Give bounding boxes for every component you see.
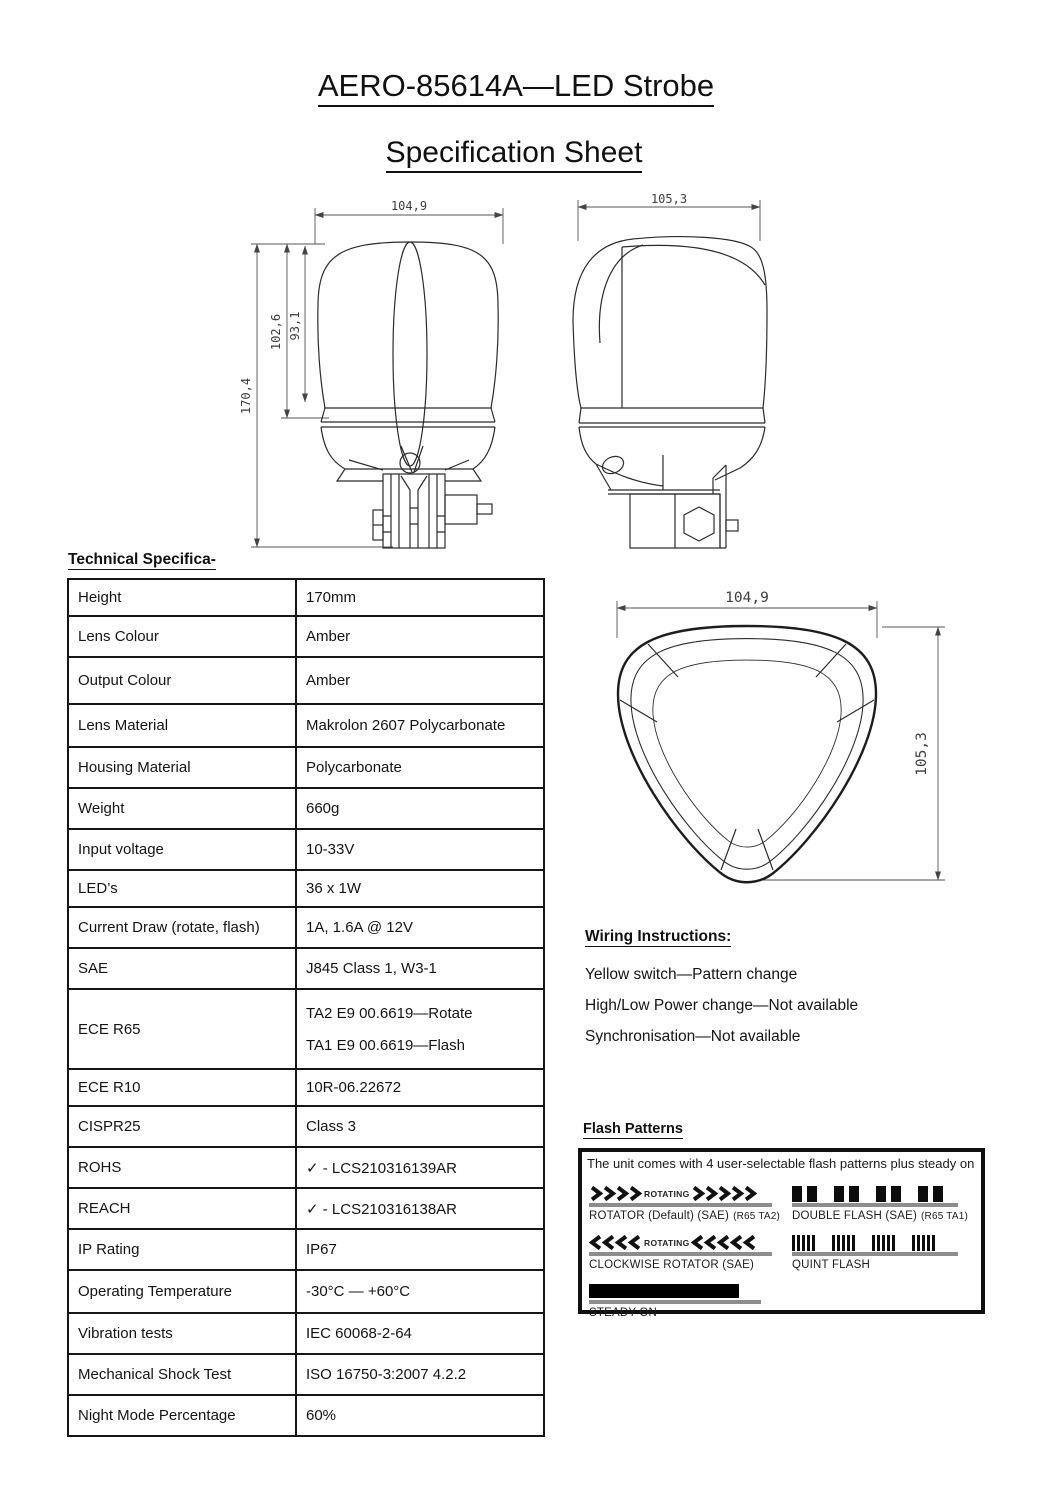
flash-pattern-steady-on xyxy=(589,1282,761,1319)
spec-row xyxy=(68,1147,544,1188)
steady-on-bar-icon xyxy=(589,1284,739,1298)
spec-row xyxy=(68,616,544,657)
spec-value: IEC 60068-2-64 xyxy=(296,1313,544,1354)
spec-label: ROHS xyxy=(68,1147,296,1188)
spec-value: Amber xyxy=(296,657,544,704)
front-width-dimension xyxy=(315,208,503,244)
flash-patterns-intro: The unit comes with 4 user-selectable flash patterns plus steady on xyxy=(587,1156,975,1171)
spec-row xyxy=(68,579,544,616)
spec-row xyxy=(68,657,544,704)
pattern-baseline xyxy=(792,1252,958,1256)
pattern-label: STEADY ON xyxy=(589,1307,658,1319)
flash-pattern-double-flash xyxy=(792,1185,968,1222)
spec-row xyxy=(68,907,544,948)
side-width-dim-label: 105,3 xyxy=(650,193,688,206)
spec-value: 170mm xyxy=(296,579,544,616)
spec-value: Polycarbonate xyxy=(296,747,544,788)
spec-label: CISPR25 xyxy=(68,1106,296,1147)
spec-row xyxy=(68,870,544,907)
spec-label: Night Mode Percentage xyxy=(68,1395,296,1436)
spec-label: Housing Material xyxy=(68,747,296,788)
spec-row xyxy=(68,747,544,788)
spec-value: 10R-06.22672 xyxy=(296,1069,544,1106)
spec-row xyxy=(68,1313,544,1354)
pattern-label: CLOCKWISE ROTATOR (SAE) xyxy=(589,1259,754,1271)
flash-pattern-rotator xyxy=(589,1185,780,1222)
front-height-total-label: 170,4 xyxy=(239,377,253,415)
spec-value xyxy=(296,989,544,1069)
wiring-line: High/Low Power change—Not available xyxy=(585,997,859,1014)
spec-label: Current Draw (rotate, flash) xyxy=(68,907,296,948)
spec-label: Height xyxy=(68,579,296,616)
spec-row xyxy=(68,1354,544,1395)
wiring-heading xyxy=(585,928,731,946)
pattern-label: ROTATOR (Default) (SAE) xyxy=(589,1210,730,1222)
front-height-outer-label: 102,6 xyxy=(269,313,283,351)
spec-value: J845 Class 1, W3-1 xyxy=(296,948,544,989)
pattern-label: QUINT FLASH xyxy=(792,1259,871,1271)
spec-value: 1A, 1.6A @ 12V xyxy=(296,907,544,948)
clockwise-chevrons-icon xyxy=(691,1234,758,1251)
flash-patterns-heading-text: Flash Patterns xyxy=(583,1121,683,1137)
spec-label: Operating Temperature xyxy=(68,1270,296,1313)
rotating-label: ROTATING xyxy=(644,1188,690,1199)
spec-row xyxy=(68,1106,544,1147)
spec-value: Class 3 xyxy=(296,1106,544,1147)
spec-label: SAE xyxy=(68,948,296,989)
flash-pattern-clockwise-rotator xyxy=(589,1234,772,1271)
top-view-outline xyxy=(618,626,876,882)
page-subtitle xyxy=(0,136,1028,170)
top-view-drawing xyxy=(600,582,960,912)
pattern-baseline xyxy=(589,1252,772,1256)
wiring-line: Yellow switch—Pattern change xyxy=(585,966,798,983)
top-width-dim-label: 104,9 xyxy=(725,590,769,606)
flash-pattern-quint-flash xyxy=(792,1234,958,1271)
spec-label: Lens Colour xyxy=(68,616,296,657)
specs-table xyxy=(67,578,545,1437)
spec-row xyxy=(68,1229,544,1270)
spec-label: Vibration tests xyxy=(68,1313,296,1354)
spec-value: ✓ - LCS210316138AR xyxy=(296,1188,544,1229)
spec-value-line: TA1 E9 00.6619—Flash xyxy=(306,1036,465,1054)
spec-label: Lens Material xyxy=(68,704,296,747)
spec-row xyxy=(68,1395,544,1436)
page-title xyxy=(0,68,1032,104)
spec-value: 10-33V xyxy=(296,829,544,870)
spec-label: Input voltage xyxy=(68,829,296,870)
pattern-baseline xyxy=(792,1203,958,1207)
spec-row xyxy=(68,1270,544,1313)
front-view-drawing xyxy=(233,198,523,560)
front-height-lens-label: 93,1 xyxy=(288,311,302,341)
double-flash-bars-icon xyxy=(792,1185,968,1202)
clockwise-chevrons-icon xyxy=(589,1234,643,1251)
pattern-note: (R65 TA2) xyxy=(733,1211,781,1222)
pattern-label: DOUBLE FLASH (SAE) xyxy=(792,1210,918,1222)
spec-label: ECE R10 xyxy=(68,1069,296,1106)
rotator-chevrons-icon xyxy=(589,1185,643,1202)
spec-value: 36 x 1W xyxy=(296,870,544,907)
top-width-dimension xyxy=(617,601,877,638)
spec-row xyxy=(68,1069,544,1106)
spec-row xyxy=(68,829,544,870)
side-view-drawing xyxy=(563,193,773,560)
spec-row xyxy=(68,1188,544,1229)
spec-value: Makrolon 2607 Polycarbonate xyxy=(296,704,544,747)
spec-row xyxy=(68,704,544,747)
spec-label: REACH xyxy=(68,1188,296,1229)
spec-value-line: TA2 E9 00.6619—Rotate xyxy=(306,1004,473,1022)
top-height-dim-label: 105,3 xyxy=(914,732,930,776)
pattern-note: (R65 TA1) xyxy=(921,1211,969,1222)
spec-value: Amber xyxy=(296,616,544,657)
side-width-dimension xyxy=(578,200,760,241)
spec-value: ✓ - LCS210316139AR xyxy=(296,1147,544,1188)
front-width-dim-label: 104,9 xyxy=(390,199,428,213)
spec-label: Output Colour xyxy=(68,657,296,704)
pattern-baseline xyxy=(589,1203,772,1207)
spec-value: 60% xyxy=(296,1395,544,1436)
page-title-text: AERO-85614A—LED Strobe xyxy=(318,68,714,107)
rotator-chevrons-icon xyxy=(691,1185,758,1202)
spec-label: IP Rating xyxy=(68,1229,296,1270)
spec-value: ISO 16750-3:2007 4.2.2 xyxy=(296,1354,544,1395)
spec-value: IP67 xyxy=(296,1229,544,1270)
wiring-line: Synchronisation—Not available xyxy=(585,1028,801,1045)
spec-row xyxy=(68,788,544,829)
spec-value: -30°C — +60°C xyxy=(296,1270,544,1313)
spec-value: 660g xyxy=(296,788,544,829)
front-view-outline xyxy=(318,242,498,548)
pattern-baseline xyxy=(589,1300,761,1304)
flash-patterns-heading xyxy=(583,1121,683,1137)
spec-row xyxy=(68,989,544,1069)
wiring-heading-text: Wiring Instructions: xyxy=(585,928,732,945)
spec-label: Weight xyxy=(68,788,296,829)
spec-label: LED’s xyxy=(68,870,296,907)
page-subtitle-text: Specification Sheet xyxy=(386,136,643,173)
side-view-outline xyxy=(573,237,767,548)
specs-heading-text: Technical Specifica- xyxy=(68,551,216,568)
rotating-label: ROTATING xyxy=(644,1237,690,1248)
quint-flash-bars-icon xyxy=(792,1234,958,1251)
front-height-total-dimension xyxy=(251,244,393,547)
spec-row xyxy=(68,948,544,989)
spec-label: ECE R65 xyxy=(68,989,296,1069)
specs-heading xyxy=(68,551,216,569)
flash-patterns-box xyxy=(578,1148,985,1319)
spec-label: Mechanical Shock Test xyxy=(68,1354,296,1395)
